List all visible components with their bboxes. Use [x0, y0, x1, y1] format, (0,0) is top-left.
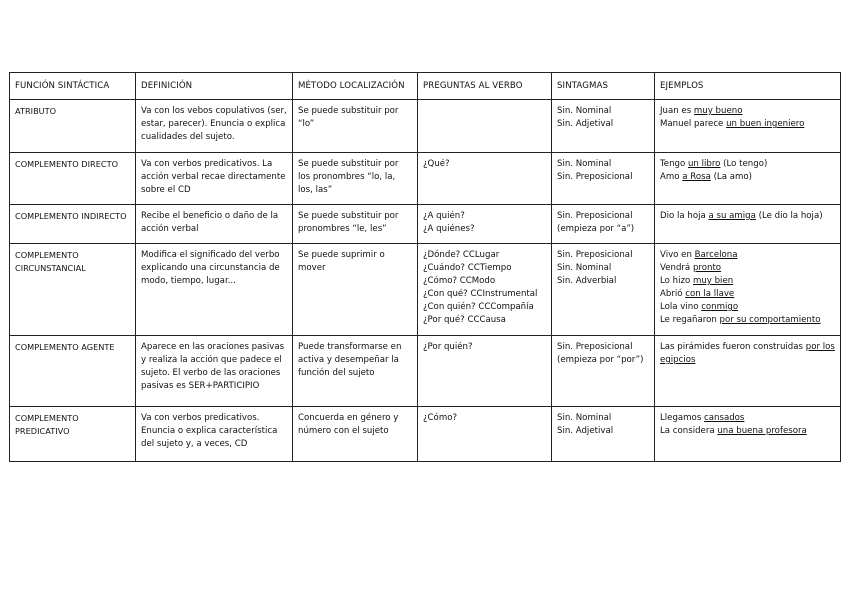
ejemplo-line: [660, 314, 835, 327]
table-row: [10, 205, 841, 244]
sintagma-line: Sin. Nominal: [557, 106, 612, 116]
ejemplo-line: [660, 425, 835, 438]
cell-metodo: Se puede substituir por “lo”: [293, 100, 418, 153]
cell-ejemplos: [655, 205, 841, 244]
ejemplo-text: Vendrá: [660, 263, 693, 273]
cell-ejemplos: [655, 244, 841, 336]
cell-ejemplos: [655, 407, 841, 462]
pregunta-line: ¿Con qué? CCInstrumental: [423, 289, 538, 299]
ejemplo-underlined: a su amiga: [708, 211, 756, 221]
cell-definicion: Recibe el beneficio o daño de la acción verbal: [136, 205, 293, 244]
cell-sintagmas: [552, 205, 655, 244]
ejemplo-underlined: muy bien: [692, 276, 734, 286]
cell-preguntas: [418, 244, 552, 336]
cell-funcion: COMPLEMENTO INDIRECTO: [10, 205, 136, 244]
ejemplo-underlined: pronto: [692, 263, 722, 273]
cell-ejemplos: [655, 100, 841, 153]
cell-funcion: ATRIBUTO: [10, 100, 136, 153]
cell-definicion: Aparece en las oraciones pasivas y realiza la acción que padece el sujeto. El verbo de las oraciones pasivas es SER+PARTICIPIO: [136, 336, 293, 407]
header-funcion: FUNCIÓN SINTÁCTICA: [10, 73, 136, 100]
ejemplo-line: [660, 301, 835, 314]
cell-sintagmas: [552, 244, 655, 336]
ejemplo-text: Le regañaron: [660, 315, 720, 325]
pregunta-line: ¿Cómo? CCModo: [423, 276, 496, 286]
ejemplo-line: [660, 275, 835, 288]
sintagma-line: Sin. Preposicional: [557, 342, 633, 352]
table-row: [10, 407, 841, 462]
cell-metodo: Se puede substituir por pronombres “le, les”: [293, 205, 418, 244]
sintagma-line: (empieza por “a”): [557, 224, 635, 234]
header-preguntas: PREGUNTAS AL VERBO: [418, 73, 552, 100]
cell-sintagmas: [552, 336, 655, 407]
pregunta-line: ¿Por quién?: [423, 342, 473, 352]
header-definicion: DEFINICIÓN: [136, 73, 293, 100]
pregunta-line: ¿Dónde? CCLugar: [423, 250, 500, 260]
ejemplo-underlined: cansados: [704, 413, 745, 423]
table-row: [10, 336, 841, 407]
ejemplo-line: [660, 171, 835, 184]
sintagma-line: Sin. Preposicional: [557, 172, 633, 182]
ejemplo-text: Lo hizo: [660, 276, 693, 286]
cell-definicion: Modifica el significado del verbo explicando una circunstancia de modo, tiempo, lugar...: [136, 244, 293, 336]
cell-funcion: COMPLEMENTO CIRCUNSTANCIAL: [10, 244, 136, 336]
pregunta-line: ¿Cómo?: [423, 413, 458, 423]
ejemplo-text: Juan es: [660, 106, 694, 116]
table-row: [10, 244, 841, 336]
cell-ejemplos: [655, 336, 841, 407]
sintagma-line: Sin. Preposicional: [557, 211, 633, 221]
ejemplo-line: [660, 288, 835, 301]
ejemplo-text: Dio la hoja: [660, 211, 709, 221]
ejemplo-line: [660, 158, 835, 171]
ejemplo-text: Vivo en: [660, 250, 695, 260]
ejemplo-text: (La amo): [710, 172, 752, 182]
ejemplo-text: Las pirámides fueron construidas: [660, 342, 806, 352]
cell-definicion: Va con los vebos copulativos (ser, estar, parecer). Enuncia o explica cualidades del sujeto.: [136, 100, 293, 153]
sintagma-line: Sin. Nominal: [557, 263, 612, 273]
header-sintagmas: SINTAGMAS: [552, 73, 655, 100]
ejemplo-text: Abrió: [660, 289, 686, 299]
cell-metodo: Se puede substituir por los pronombres “lo, la, los, las”: [293, 153, 418, 205]
cell-funcion: COMPLEMENTO DIRECTO: [10, 153, 136, 205]
syntax-functions-table: [9, 72, 841, 462]
sintagma-line: Sin. Adjetival: [557, 119, 614, 129]
ejemplo-underlined: muy bueno: [693, 106, 743, 116]
sintagma-line: Sin. Nominal: [557, 413, 612, 423]
ejemplo-underlined: con la llave: [685, 289, 735, 299]
ejemplo-line: [660, 249, 835, 262]
sintagma-line: Sin. Adverbial: [557, 276, 617, 286]
ejemplo-text: Amo: [660, 172, 683, 182]
ejemplo-line: [660, 412, 835, 425]
sintagma-line: Sin. Adjetival: [557, 426, 614, 436]
ejemplo-line: [660, 105, 835, 118]
ejemplo-line: [660, 262, 835, 275]
cell-definicion: Va con verbos predicativos. Enuncia o explica característica del sujeto y, a veces, CD: [136, 407, 293, 462]
ejemplo-text: (Lo tengo): [720, 159, 768, 169]
pregunta-line: ¿A quién?: [423, 211, 465, 221]
ejemplo-line: [660, 341, 835, 367]
cell-definicion: Va con verbos predicativos. La acción verbal recae directamente sobre el CD: [136, 153, 293, 205]
header-ejemplos: EJEMPLOS: [655, 73, 841, 100]
cell-preguntas: [418, 205, 552, 244]
cell-metodo: Se puede suprimir o mover: [293, 244, 418, 336]
cell-preguntas: [418, 100, 552, 153]
cell-metodo: Concuerda en género y número con el sujeto: [293, 407, 418, 462]
ejemplo-underlined: una buena profesora: [717, 426, 807, 436]
ejemplo-text: La considera: [660, 426, 718, 436]
pregunta-line: ¿Cuándo? CCTiempo: [423, 263, 512, 273]
ejemplo-text: (Le dio la hoja): [755, 211, 823, 221]
cell-funcion: COMPLEMENTO AGENTE: [10, 336, 136, 407]
table-row: [10, 100, 841, 153]
ejemplo-underlined: conmigo: [701, 302, 739, 312]
ejemplo-underlined: por los egipcios: [660, 342, 835, 365]
pregunta-line: ¿A quiénes?: [423, 224, 475, 234]
header-row: [10, 73, 841, 100]
ejemplo-text: Tengo: [660, 159, 688, 169]
ejemplo-underlined: a Rosa: [682, 172, 711, 182]
ejemplo-text: Manuel parece: [660, 119, 727, 129]
sintagma-line: Sin. Nominal: [557, 159, 612, 169]
cell-preguntas: [418, 407, 552, 462]
ejemplo-underlined: un libro: [687, 159, 721, 169]
cell-preguntas: [418, 153, 552, 205]
ejemplo-underlined: Barcelona: [694, 250, 738, 260]
ejemplo-underlined: por su comportamiento: [719, 315, 821, 325]
pregunta-line: ¿Qué?: [423, 159, 450, 169]
ejemplo-line: [660, 118, 835, 131]
cell-preguntas: [418, 336, 552, 407]
ejemplo-text: Llegamos: [660, 413, 705, 423]
header-metodo: MÉTODO LOCALIZACIÓN: [293, 73, 418, 100]
ejemplo-underlined: un buen ingeniero: [726, 119, 805, 129]
cell-sintagmas: [552, 407, 655, 462]
ejemplo-line: [660, 210, 835, 223]
sintagma-line: (empieza por “por”): [557, 355, 644, 365]
cell-sintagmas: [552, 153, 655, 205]
sintagma-line: Sin. Preposicional: [557, 250, 633, 260]
cell-metodo: Puede transformarse en activa y desempeñar la función del sujeto: [293, 336, 418, 407]
cell-ejemplos: [655, 153, 841, 205]
ejemplo-text: Lola vino: [660, 302, 702, 312]
pregunta-line: ¿Por qué? CCCausa: [423, 315, 506, 325]
table-row: [10, 153, 841, 205]
cell-sintagmas: [552, 100, 655, 153]
cell-funcion: COMPLEMENTO PREDICATIVO: [10, 407, 136, 462]
table-body: [10, 100, 841, 462]
pregunta-line: ¿Con quién? CCCompañía: [423, 302, 534, 312]
